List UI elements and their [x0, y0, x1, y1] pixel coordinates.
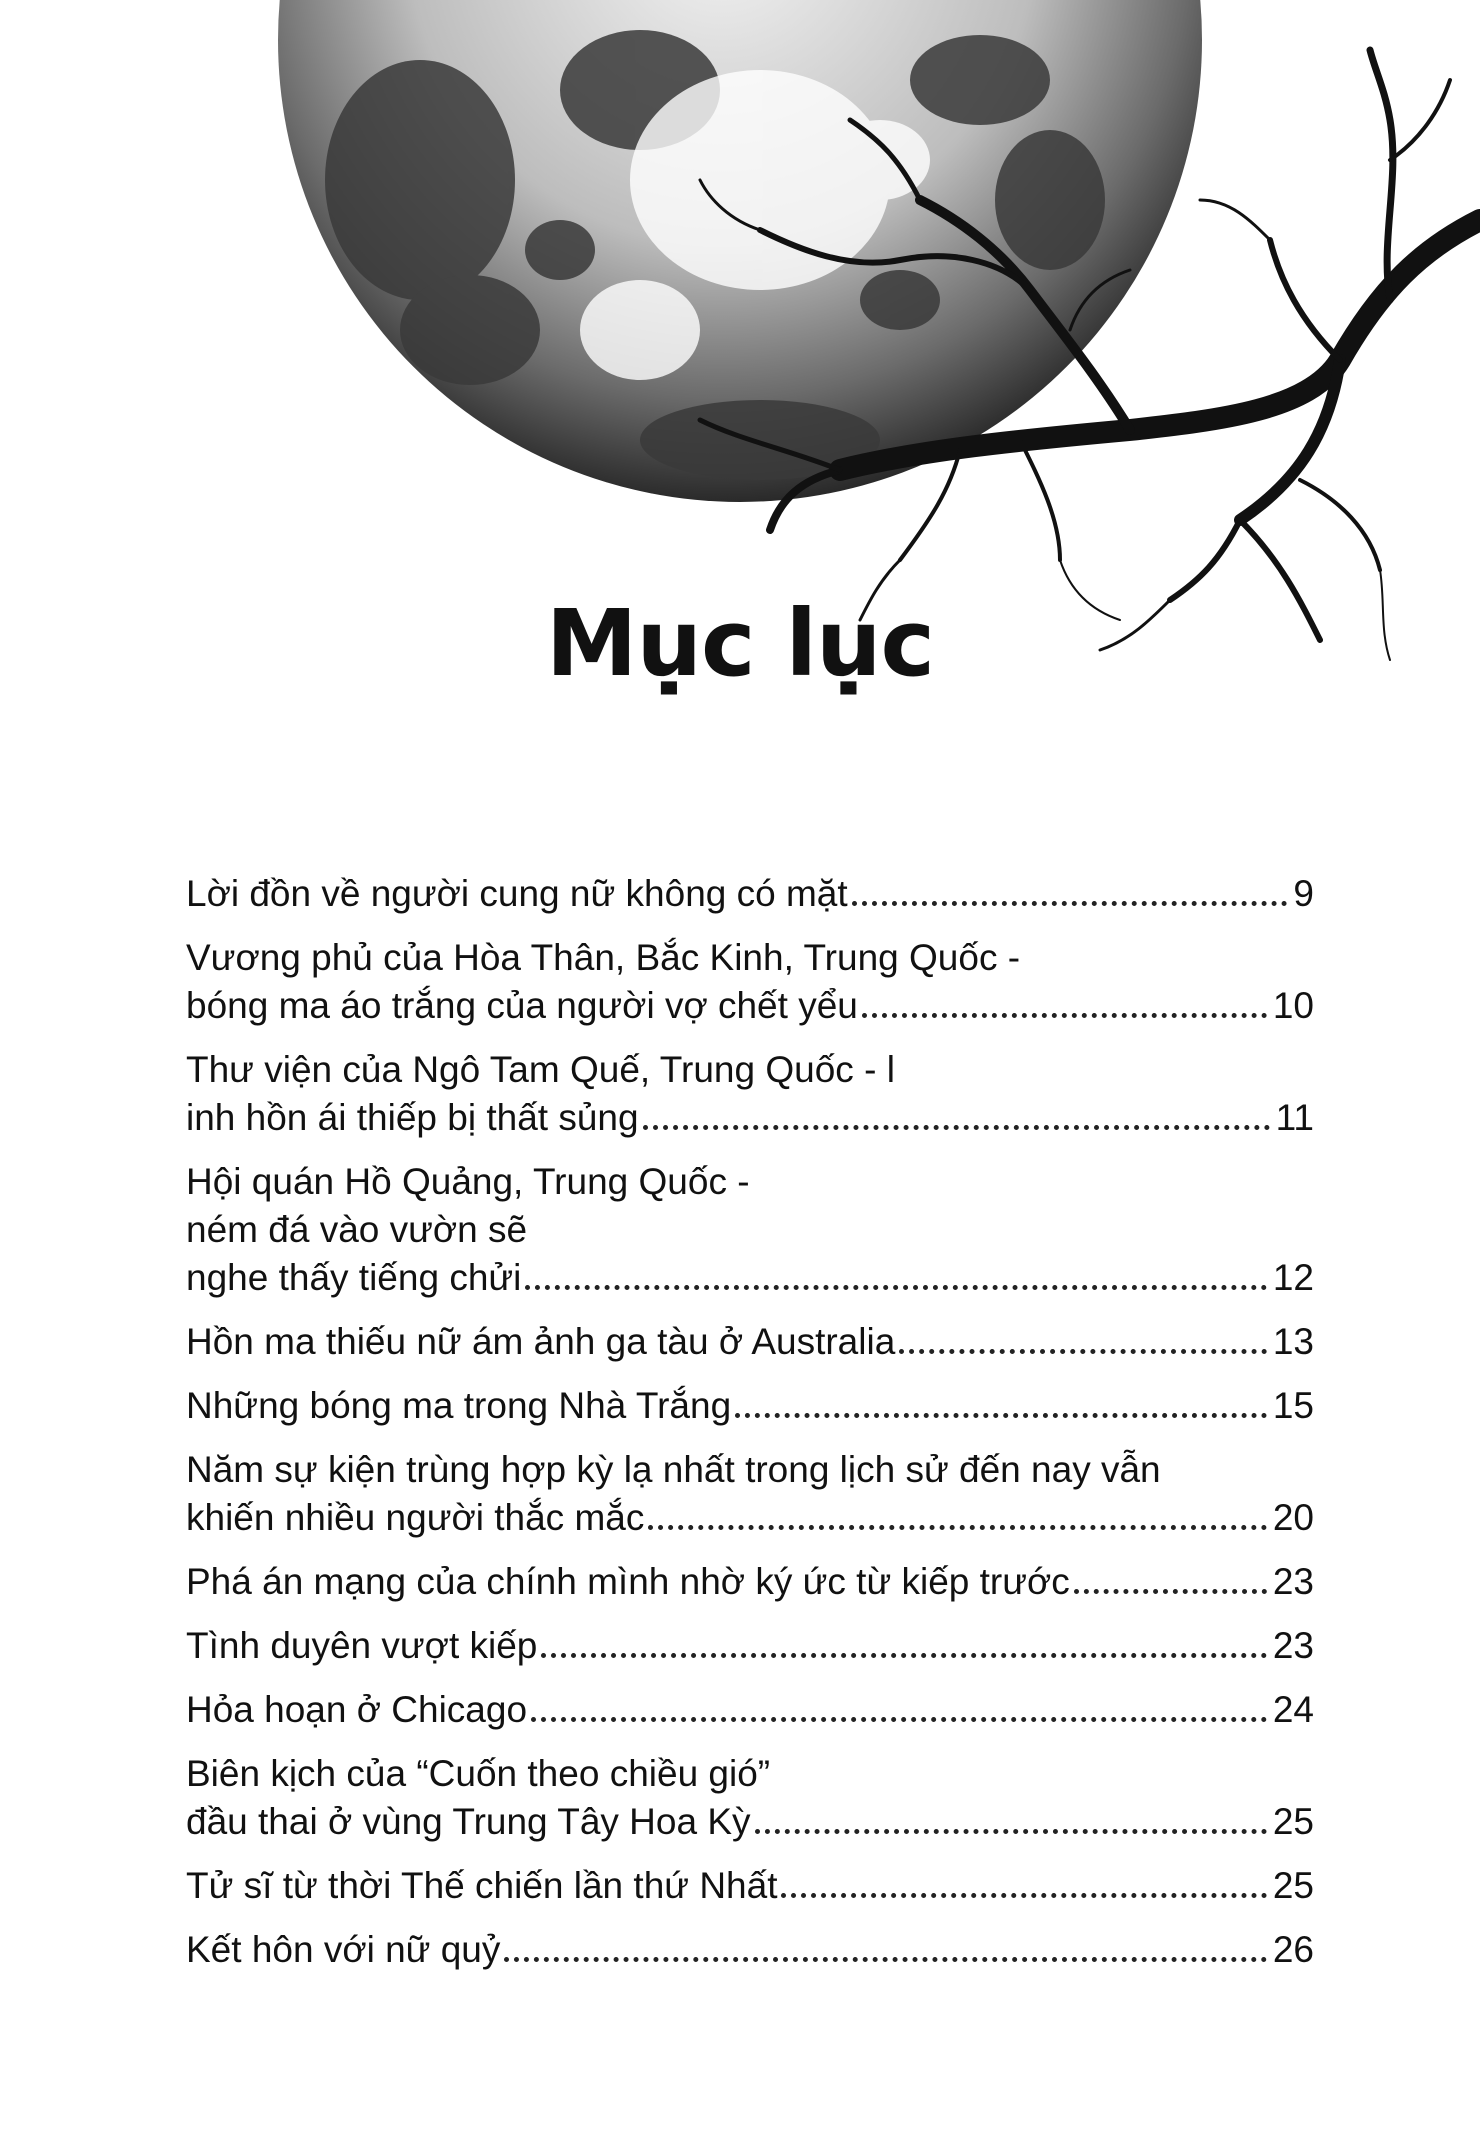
toc-entry-title: Hồn ma thiếu nữ ám ảnh ga tàu ở Australia [186, 1321, 896, 1362]
toc-entry-title: nghe thấy tiếng chửi [186, 1257, 522, 1298]
toc-entry-title: bóng ma áo trắng của người vợ chết yểu [186, 985, 858, 1026]
dot-leader [643, 1125, 1270, 1130]
toc-entry-title: khiến nhiều người thắc mắc [186, 1497, 645, 1538]
toc-entry-title: Hội quán Hồ Quảng, Trung Quốc - [186, 1161, 750, 1202]
toc-page-number: 23 [1272, 1561, 1314, 1602]
toc-page-number: 24 [1272, 1689, 1314, 1730]
toc-page-number: 15 [1272, 1385, 1314, 1426]
toc-entry[interactable] [186, 1446, 1314, 1542]
toc-entry[interactable] [186, 1686, 1314, 1734]
toc-page-number: 11 [1275, 1097, 1314, 1138]
toc-entry[interactable] [186, 1318, 1314, 1366]
page-title: Mục lục [545, 590, 935, 697]
dot-leader [504, 1957, 1266, 1962]
toc-entry-title: Vương phủ của Hòa Thân, Bắc Kinh, Trung Quốc - [186, 937, 1021, 978]
toc-entry-title: Tình duyên vượt kiếp [186, 1625, 538, 1666]
toc-page-number: 25 [1272, 1801, 1314, 1842]
toc-entry[interactable] [186, 1382, 1314, 1430]
toc-page-number: 10 [1272, 985, 1314, 1026]
dot-leader [862, 1013, 1267, 1018]
toc-entry[interactable] [186, 1158, 1314, 1302]
toc-entry[interactable] [186, 1750, 1314, 1846]
toc-entry-title: Biên kịch của “Cuốn theo chiều gió” [186, 1753, 771, 1794]
dot-leader [648, 1525, 1266, 1530]
table-of-contents [186, 870, 1314, 1990]
toc-page-number: 12 [1272, 1257, 1314, 1298]
toc-entry-title: Thư viện của Ngô Tam Quế, Trung Quốc - l [186, 1049, 895, 1090]
toc-entry-title: inh hồn ái thiếp bị thất sủng [186, 1097, 639, 1138]
dot-leader [525, 1285, 1266, 1290]
toc-entry-title: Những bóng ma trong Nhà Trắng [186, 1385, 732, 1426]
toc-page-number: 23 [1272, 1625, 1314, 1666]
dot-leader [755, 1829, 1267, 1834]
toc-page-number: 25 [1272, 1865, 1314, 1906]
toc-entry-title: Kết hôn với nữ quỷ [186, 1929, 501, 1970]
toc-entry[interactable] [186, 1046, 1314, 1142]
toc-entry-title: đầu thai ở vùng Trung Tây Hoa Kỳ [186, 1801, 751, 1842]
toc-page-number: 9 [1293, 873, 1314, 914]
toc-page-number: 20 [1272, 1497, 1314, 1538]
toc-entry-title: Lời đồn về người cung nữ không có mặt [186, 873, 848, 914]
dot-leader [852, 901, 1288, 906]
dot-leader [541, 1653, 1266, 1658]
toc-entry[interactable] [186, 1622, 1314, 1670]
toc-entry-title: Hỏa hoạn ở Chicago [186, 1689, 528, 1730]
toc-entry[interactable] [186, 870, 1314, 918]
dot-leader [781, 1893, 1266, 1898]
toc-entry-title: Tử sĩ từ thời Thế chiến lần thứ Nhất [186, 1865, 778, 1906]
toc-entry[interactable] [186, 1558, 1314, 1606]
dot-leader [531, 1717, 1267, 1722]
toc-page-number: 26 [1272, 1929, 1314, 1970]
toc-entry[interactable] [186, 934, 1314, 1030]
toc-entry-title: ném đá vào vườn sẽ [186, 1209, 528, 1250]
toc-entry-title: Năm sự kiện trùng hợp kỳ lạ nhất trong lịch sử đến nay vẫn [186, 1449, 1161, 1490]
toc-entry[interactable] [186, 1926, 1314, 1974]
dot-leader [735, 1413, 1267, 1418]
toc-entry-title: Phá án mạng của chính mình nhờ ký ức từ kiếp trước [186, 1561, 1070, 1602]
dot-leader [1074, 1589, 1267, 1594]
toc-page-number: 13 [1272, 1321, 1314, 1362]
dot-leader [899, 1349, 1267, 1354]
toc-entry[interactable] [186, 1862, 1314, 1910]
